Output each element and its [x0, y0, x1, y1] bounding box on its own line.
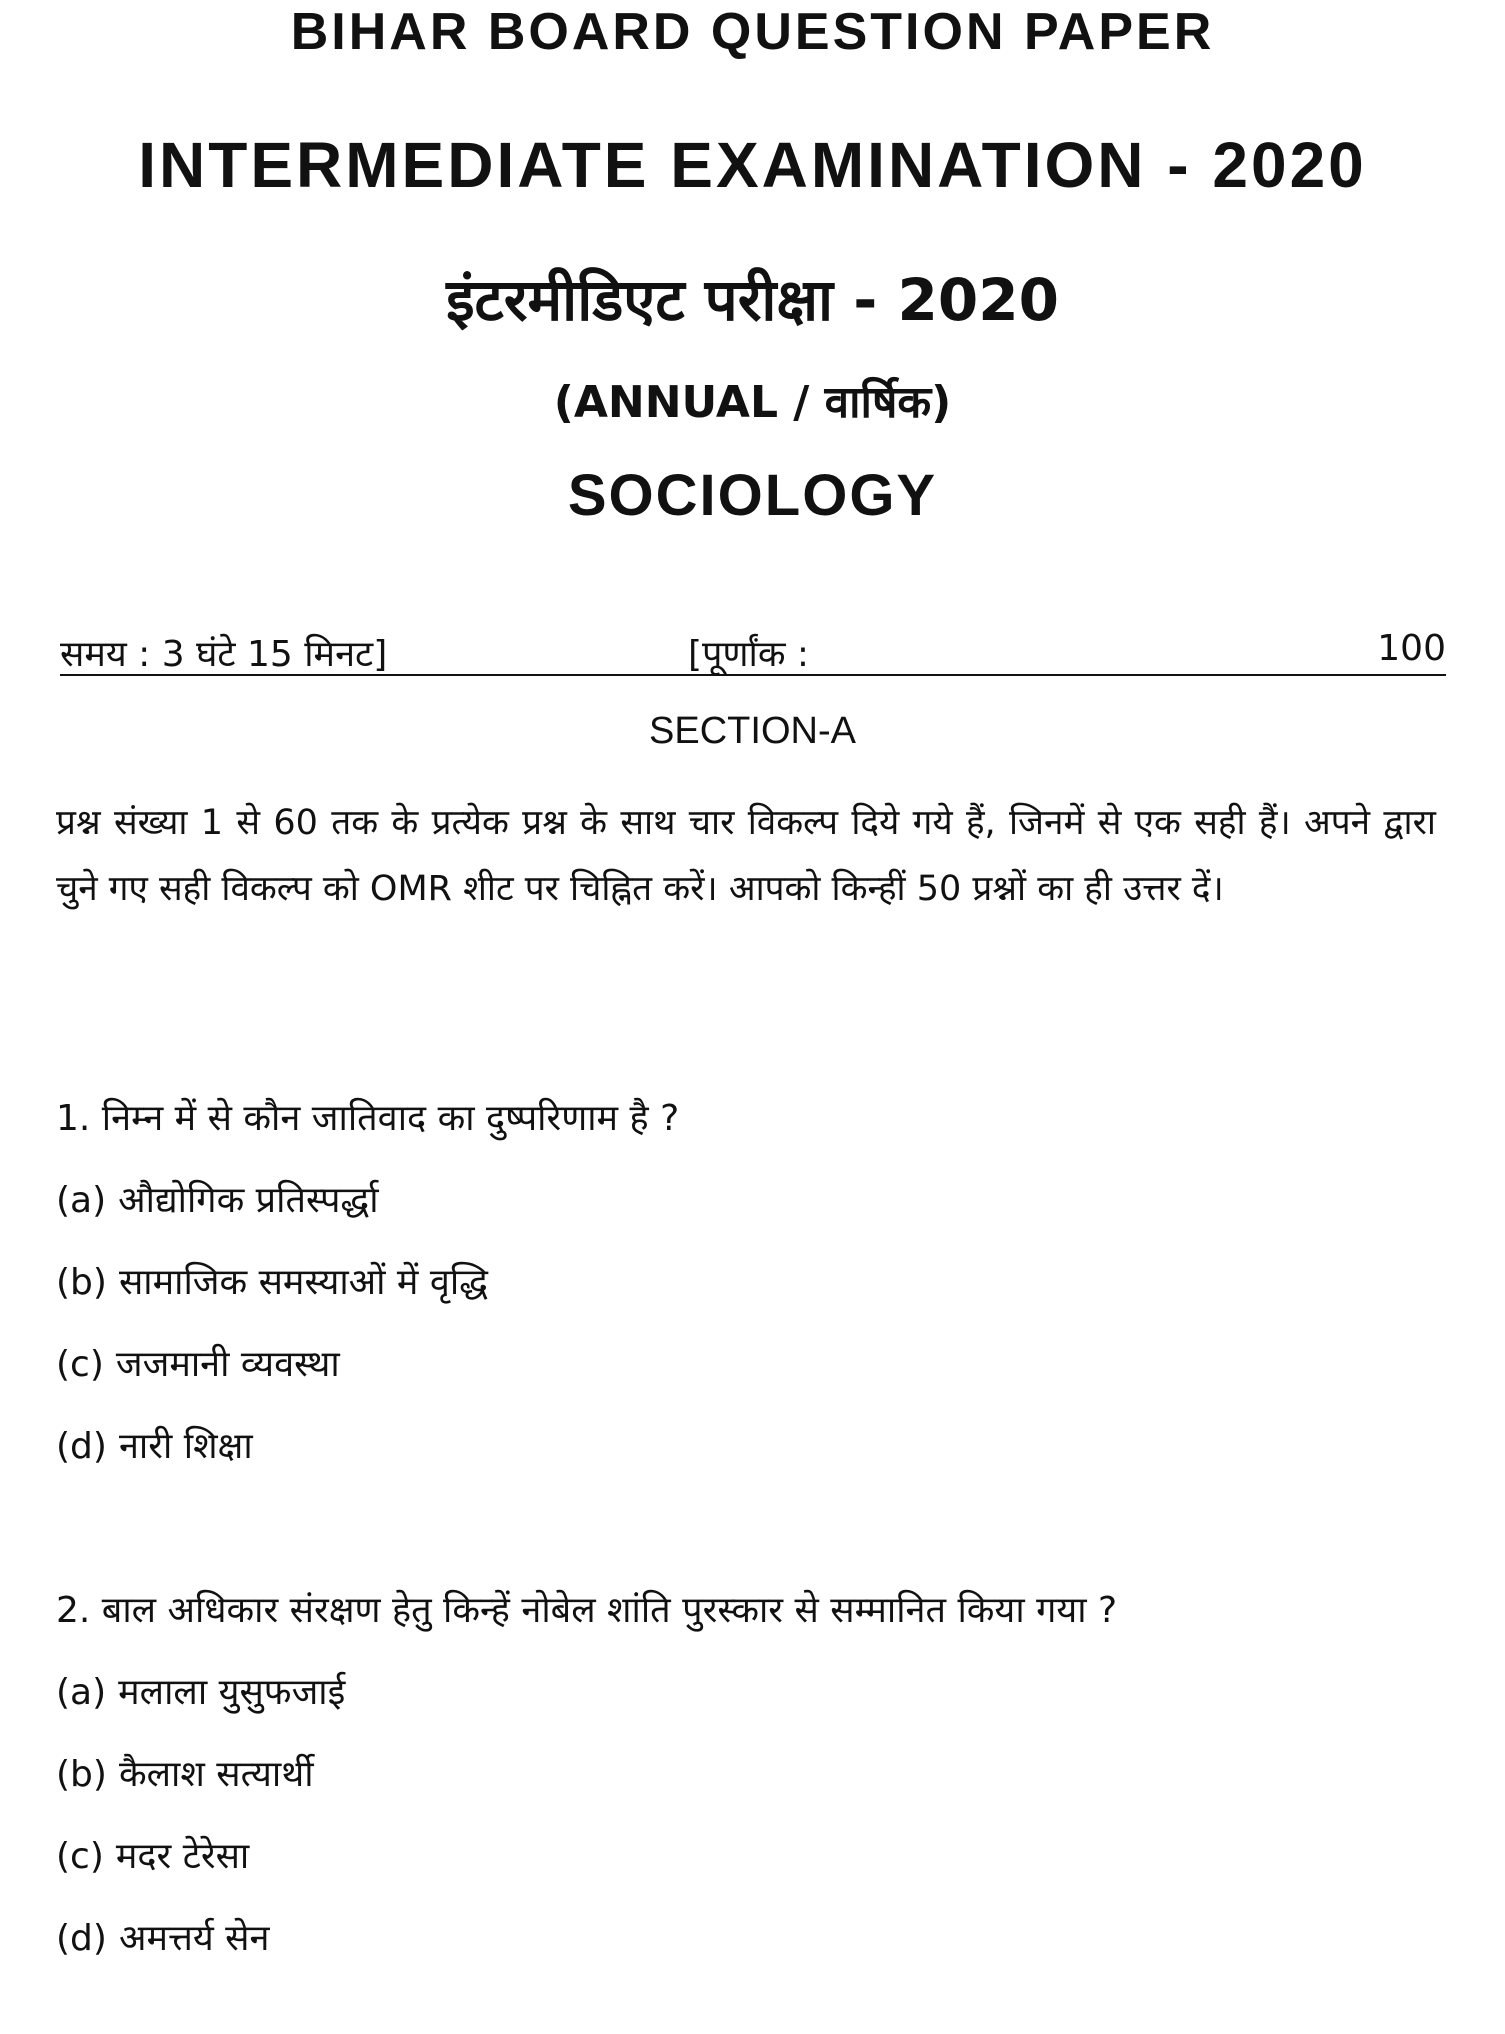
board-title: BIHAR BOARD QUESTION PAPER	[290, 3, 1215, 61]
option-c	[56, 1332, 1456, 1414]
exam-title-english: INTERMEDIATE EXAMINATION - 2020	[138, 129, 1367, 201]
option-text: कैलाश सत्यार्थी	[118, 1754, 314, 1795]
option-text: अमत्तर्य सेन	[118, 1918, 270, 1959]
option-letter: (d)	[56, 1426, 107, 1467]
option-letter: (a)	[56, 1672, 107, 1713]
option-a	[56, 1660, 1456, 1742]
option-letter: (a)	[56, 1180, 107, 1221]
option-list	[56, 1660, 1456, 1988]
option-a	[56, 1168, 1456, 1250]
option-letter: (d)	[56, 1918, 107, 1959]
option-letter: (c)	[56, 1344, 104, 1385]
exam-meta-row	[60, 628, 1446, 676]
question-stem: 1. निम्न में से कौन जातिवाद का दुष्परिणाम है ?	[56, 1098, 680, 1139]
option-text: सामाजिक समस्याओं में वृद्धि	[118, 1262, 488, 1303]
option-text: जजमानी व्यवस्था	[115, 1344, 340, 1385]
option-letter: (b)	[56, 1754, 107, 1795]
option-text: औद्योगिक प्रतिस्पर्द्धा	[118, 1180, 379, 1221]
question-1	[56, 1086, 1456, 1496]
subject-title: SOCIOLOGY	[567, 463, 938, 528]
option-list	[56, 1168, 1456, 1496]
option-b	[56, 1250, 1456, 1332]
time-allowed: समय : 3 घंटे 15 मिनट]	[60, 634, 388, 675]
full-marks-label: [पूर्णांक :	[688, 634, 810, 675]
option-d	[56, 1414, 1456, 1496]
question-2	[56, 1578, 1456, 1988]
option-d	[56, 1906, 1456, 1988]
full-marks-value: 100	[1377, 628, 1446, 669]
option-text: मलाला युसुफजाई	[118, 1672, 346, 1713]
exam-title-hindi: इंटरमीडिएट परीक्षा - 2020	[446, 266, 1059, 334]
option-letter: (c)	[56, 1836, 104, 1877]
section-instructions: प्रश्न संख्या 1 से 60 तक के प्रत्येक प्रश्न के साथ चार विकल्प दिये गये हैं, जिनमें से एक सही हैं। अपने द्वारा चुने गए सही विकल्प को OMR शीट पर चिह्नित करें। आपको किन्हीं 50 प्रश्नों का ही उत्तर दें।	[56, 803, 1436, 909]
option-b	[56, 1742, 1456, 1824]
section-heading: SECTION-A	[649, 710, 856, 752]
question-stem: 2. बाल अधिकार संरक्षण हेतु किन्हें नोबेल शांति पुरस्कार से सम्मानित किया गया ?	[56, 1590, 1118, 1631]
option-c	[56, 1824, 1456, 1906]
option-text: नारी शिक्षा	[118, 1426, 253, 1467]
option-text: मदर टेरेसा	[115, 1836, 250, 1877]
option-letter: (b)	[56, 1262, 107, 1303]
exam-session: (ANNUAL / वार्षिक)	[553, 377, 952, 428]
